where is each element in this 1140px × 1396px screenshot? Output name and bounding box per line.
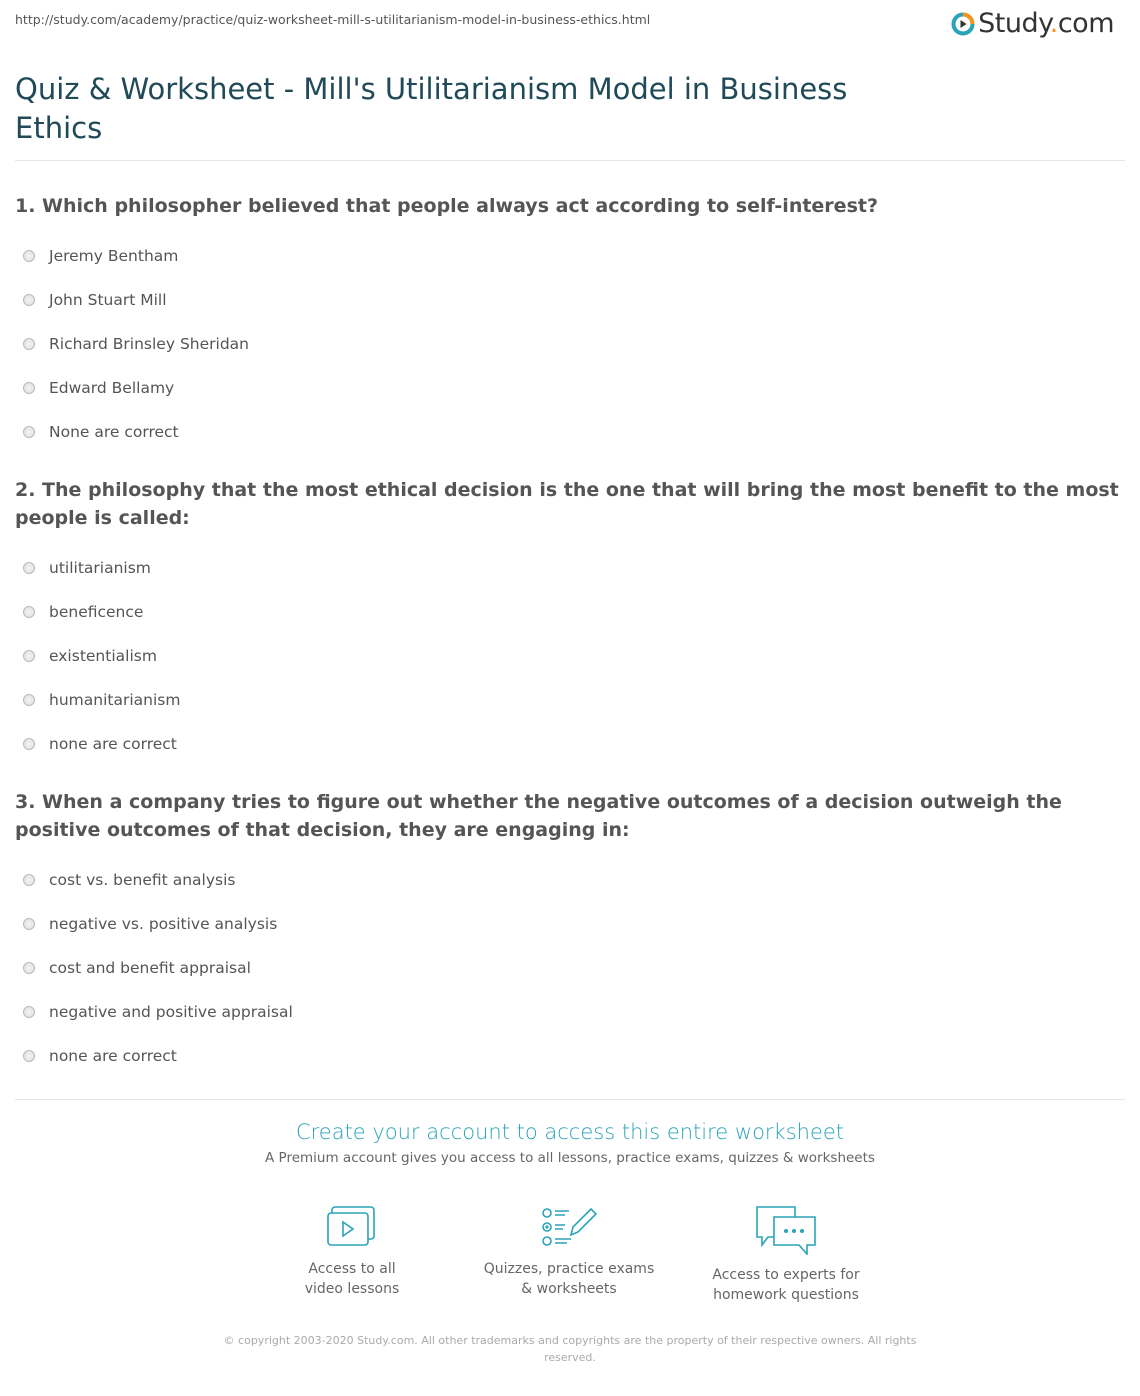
feature-text: Access to experts for (712, 1267, 860, 1283)
option-label: none are correct (49, 735, 177, 753)
divider (15, 1099, 1125, 1100)
chat-experts-icon (754, 1205, 818, 1255)
radio-button[interactable] (23, 738, 35, 750)
feature-text: homework questions (713, 1287, 859, 1303)
divider (15, 160, 1125, 161)
question-1 (15, 192, 1120, 454)
feature-quizzes (469, 1205, 669, 1299)
radio-button[interactable] (23, 918, 35, 930)
answer-option[interactable] (15, 278, 1120, 322)
answer-option[interactable] (15, 678, 1120, 722)
feature-text: Access to all (308, 1261, 396, 1277)
cta-subtitle: A Premium account gives you access to all lessons, practice exams, quizzes & worksheets (265, 1150, 875, 1166)
option-label: John Stuart Mill (49, 291, 167, 309)
radio-button[interactable] (23, 606, 35, 618)
quiz-icon (541, 1205, 597, 1249)
option-label: cost and benefit appraisal (49, 959, 251, 977)
radio-button[interactable] (23, 382, 35, 394)
radio-button[interactable] (23, 962, 35, 974)
radio-button[interactable] (23, 338, 35, 350)
option-label: negative vs. positive analysis (49, 915, 278, 933)
answer-option[interactable] (15, 546, 1120, 590)
option-label: existentialism (49, 647, 157, 665)
study-logo[interactable] (951, 8, 1114, 39)
radio-button[interactable] (23, 426, 35, 438)
answer-option[interactable] (15, 322, 1120, 366)
feature-text: & worksheets (521, 1281, 617, 1297)
option-label: cost vs. benefit analysis (49, 871, 236, 889)
question-text: 3. When a company tries to figure out whether the negative outcomes of a decision outweigh the positive outcomes of that decision, they are engaging in: (15, 791, 1062, 841)
answer-option[interactable] (15, 234, 1120, 278)
option-label: Richard Brinsley Sheridan (49, 335, 249, 353)
radio-button[interactable] (23, 562, 35, 574)
feature-text: Quizzes, practice exams (483, 1261, 655, 1277)
option-label: beneficence (49, 603, 144, 621)
video-lessons-icon (326, 1205, 378, 1249)
question-2 (15, 476, 1120, 766)
answer-option[interactable] (15, 858, 1120, 902)
feature-experts (686, 1205, 886, 1305)
page-url: http://study.com/academy/practice/quiz-worksheet-mill-s-utilitarianism-model-in-business-ethics.html (15, 12, 651, 27)
page-title: Quiz & Worksheet - Mill's Utilitarianism Model in Business Ethics (15, 72, 848, 145)
answer-option[interactable] (15, 410, 1120, 454)
question-text: 1. Which philosopher believed that people always act according to self-interest? (15, 195, 878, 217)
radio-button[interactable] (23, 694, 35, 706)
play-logo-icon (951, 12, 975, 36)
answer-option[interactable] (15, 902, 1120, 946)
answer-option[interactable] (15, 634, 1120, 678)
answer-option[interactable] (15, 590, 1120, 634)
question-3 (15, 788, 1120, 1078)
signup-cta (0, 1120, 1140, 1166)
option-label: None are correct (49, 423, 179, 441)
cta-title-link[interactable]: Create your account to access this entire worksheet (295, 1120, 845, 1144)
radio-button[interactable] (23, 294, 35, 306)
radio-button[interactable] (23, 650, 35, 662)
question-text: 2. The philosophy that the most ethical decision is the one that will bring the most benefit to the most people is called: (15, 479, 1119, 529)
answer-option[interactable] (15, 946, 1120, 990)
option-label: negative and positive appraisal (49, 1003, 293, 1021)
answer-option[interactable] (15, 990, 1120, 1034)
copyright: © copyright 2003-2020 Study.com. All other trademarks and copyrights are the property of their respective owners. All rights reserved. (223, 1334, 917, 1364)
option-label: Jeremy Bentham (49, 247, 179, 265)
radio-button[interactable] (23, 250, 35, 262)
answer-option[interactable] (15, 722, 1120, 766)
feature-video (252, 1205, 452, 1299)
option-label: utilitarianism (49, 559, 151, 577)
answer-option[interactable] (15, 1034, 1120, 1078)
radio-button[interactable] (23, 1050, 35, 1062)
option-label: none are correct (49, 1047, 177, 1065)
answer-option[interactable] (15, 366, 1120, 410)
logo-text: Study.com (978, 8, 1114, 39)
radio-button[interactable] (23, 874, 35, 886)
option-label: Edward Bellamy (49, 379, 175, 397)
feature-text: video lessons (304, 1281, 400, 1297)
radio-button[interactable] (23, 1006, 35, 1018)
option-label: humanitarianism (49, 691, 181, 709)
